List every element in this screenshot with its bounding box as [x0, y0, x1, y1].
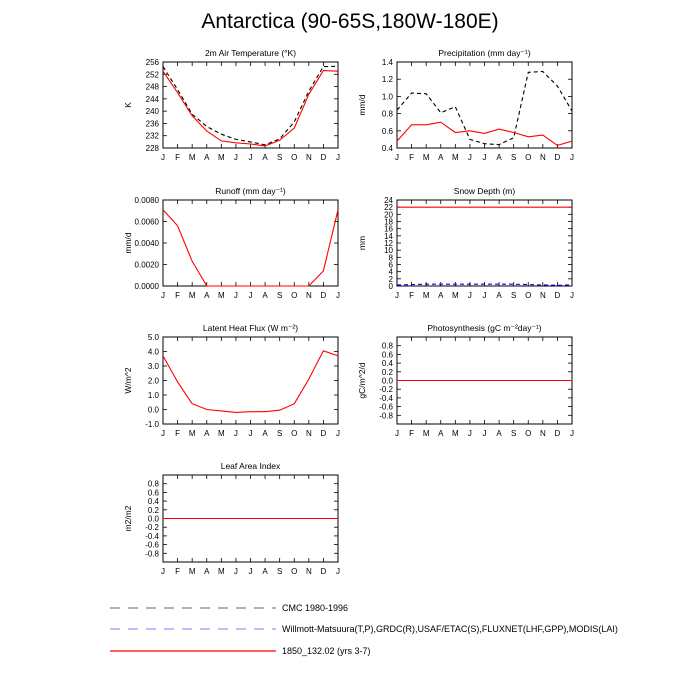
y-tick-label: 0.0020	[134, 260, 159, 270]
y-tick-label: 0.2	[147, 505, 159, 515]
x-tick-label: J	[395, 153, 399, 162]
y-tick-label: 0.4	[381, 359, 393, 369]
x-tick-label: N	[305, 429, 312, 438]
y-axis-label: m2/m2	[123, 505, 133, 532]
y-tick-label: -0.2	[379, 385, 393, 395]
x-tick-label: J	[336, 429, 340, 438]
x-tick-label: J	[395, 429, 399, 438]
panel-title: Precipitation (mm day⁻¹)	[438, 48, 531, 58]
x-tick-label: M	[422, 291, 430, 300]
panel-title: Snow Depth (m)	[453, 186, 516, 196]
y-tick-label: 0	[388, 282, 393, 291]
x-tick-label: D	[320, 153, 327, 162]
x-tick-label: N	[305, 291, 312, 300]
x-tick-label: A	[262, 567, 268, 576]
x-tick-label: N	[539, 153, 546, 162]
chart-panel-5	[123, 323, 340, 438]
y-tick-label: 1.0	[381, 92, 393, 102]
y-tick-label: 0.0	[381, 376, 393, 386]
x-tick-label: J	[248, 153, 253, 162]
y-tick-label: 10	[384, 246, 393, 256]
y-tick-label: 0.0060	[134, 217, 159, 227]
x-tick-label: S	[510, 153, 517, 162]
y-tick-label: 18	[384, 217, 393, 227]
y-tick-label: 16	[384, 224, 393, 234]
x-tick-label: O	[291, 291, 298, 300]
y-tick-label: 1.0	[147, 391, 159, 400]
chart-panel-4	[357, 186, 574, 300]
plot-frame	[397, 62, 572, 148]
x-tick-label: F	[409, 429, 415, 438]
plot-frame	[163, 200, 338, 286]
x-tick-label: A	[204, 291, 210, 300]
x-tick-label: A	[438, 429, 444, 438]
x-tick-label: M	[217, 567, 225, 576]
y-tick-label: 232	[145, 131, 159, 141]
x-tick-label: J	[161, 291, 165, 300]
y-tick-label: 256	[145, 58, 159, 67]
series-line-model	[163, 210, 338, 286]
y-tick-label: 4.0	[147, 347, 159, 357]
x-tick-label: O	[291, 567, 298, 576]
x-tick-label: S	[276, 567, 283, 576]
x-tick-label: N	[305, 153, 312, 162]
x-tick-label: M	[422, 429, 430, 438]
x-tick-label: D	[554, 153, 561, 162]
x-tick-label: J	[248, 567, 253, 576]
x-tick-label: S	[510, 429, 517, 438]
x-tick-label: J	[248, 291, 253, 300]
x-tick-label: N	[539, 291, 546, 300]
x-tick-label: A	[262, 153, 268, 162]
legend	[110, 603, 618, 656]
x-tick-label: J	[395, 291, 399, 300]
x-tick-label: J	[482, 429, 487, 438]
x-tick-label: O	[291, 153, 298, 162]
y-tick-label: 0.8	[381, 341, 393, 351]
x-tick-label: A	[262, 429, 268, 438]
x-tick-label: J	[482, 291, 487, 300]
legend-label: 1850_132.02 (yrs 3-7)	[282, 646, 371, 656]
x-tick-label: D	[554, 291, 561, 300]
y-tick-label: 0.4	[381, 144, 393, 153]
x-tick-label: J	[161, 567, 165, 576]
chart-panel-2	[357, 48, 574, 162]
y-tick-label: -0.8	[145, 549, 159, 559]
y-tick-label: 0.0080	[134, 196, 159, 205]
y-tick-label: -0.8	[379, 411, 393, 421]
y-tick-label: 4	[388, 267, 393, 277]
y-axis-label: gC/m^2/d	[357, 362, 367, 399]
x-tick-label: F	[175, 567, 181, 576]
chart-panel-7	[123, 461, 340, 576]
x-tick-label: M	[451, 429, 459, 438]
x-tick-label: J	[336, 291, 340, 300]
x-tick-label: J	[570, 153, 574, 162]
x-tick-label: F	[175, 291, 181, 300]
x-tick-label: M	[217, 429, 225, 438]
x-tick-label: N	[305, 567, 312, 576]
y-axis-label: mm/d	[123, 232, 133, 254]
y-tick-label: 0.0000	[134, 282, 159, 291]
y-tick-label: 252	[145, 70, 159, 80]
x-tick-label: A	[262, 291, 268, 300]
x-tick-label: M	[188, 429, 196, 438]
figure-title: Antarctica (90-65S,180W-180E)	[201, 10, 499, 33]
series-line-model	[163, 351, 338, 413]
y-tick-label: 22	[384, 203, 393, 213]
x-tick-label: M	[451, 291, 459, 300]
x-tick-label: D	[320, 567, 327, 576]
x-tick-label: F	[409, 291, 415, 300]
x-tick-label: D	[320, 429, 327, 438]
y-tick-label: 0.4	[147, 497, 159, 507]
series-line-dashed	[163, 66, 338, 145]
y-tick-label: 3.0	[147, 362, 159, 371]
y-tick-label: 240	[145, 107, 159, 117]
x-tick-label: A	[496, 291, 502, 300]
x-tick-label: S	[510, 291, 517, 300]
y-tick-label: 0.2	[381, 367, 393, 377]
x-tick-label: D	[554, 429, 561, 438]
y-tick-label: 1.4	[381, 58, 393, 67]
y-tick-label: 0.6	[381, 126, 393, 136]
plot-frame	[163, 337, 338, 424]
chart-panel-1	[123, 48, 340, 162]
y-tick-label: -0.6	[145, 540, 159, 550]
x-tick-label: J	[467, 429, 472, 438]
panel-title: Runoff (mm day⁻¹)	[215, 186, 286, 196]
x-tick-label: M	[188, 567, 196, 576]
y-tick-label: 0.6	[147, 488, 159, 498]
y-axis-label: mm/d	[357, 94, 367, 116]
x-tick-label: J	[336, 567, 340, 576]
x-tick-label: A	[204, 429, 210, 438]
x-tick-label: A	[204, 153, 210, 162]
y-tick-label: 14	[384, 231, 393, 241]
x-tick-label: M	[422, 153, 430, 162]
y-tick-label: -0.4	[145, 531, 159, 541]
y-tick-label: 244	[145, 94, 159, 104]
y-tick-label: -0.6	[379, 402, 393, 412]
y-tick-label: 0.0040	[134, 239, 159, 248]
y-tick-label: 2	[388, 274, 393, 284]
x-tick-label: J	[482, 153, 487, 162]
y-tick-label: 2.0	[147, 376, 159, 386]
y-axis-label: mm	[357, 235, 367, 251]
y-tick-label: 12	[384, 239, 393, 248]
x-tick-label: N	[539, 429, 546, 438]
x-tick-label: J	[233, 429, 238, 438]
chart-panel-3	[123, 186, 340, 300]
x-tick-label: A	[496, 429, 502, 438]
series-line-model	[397, 122, 572, 145]
y-tick-label: 1.2	[381, 75, 393, 85]
chart-panel-6	[357, 323, 574, 438]
y-tick-label: 248	[145, 82, 159, 92]
y-axis-label: K	[123, 102, 133, 108]
x-tick-label: J	[467, 153, 472, 162]
x-tick-label: J	[233, 567, 238, 576]
x-tick-label: S	[276, 429, 283, 438]
panel-title: Photosynthesis (gC m⁻²day⁻¹)	[427, 323, 542, 333]
y-tick-label: 8	[388, 253, 393, 263]
panel-title: 2m Air Temperature (°K)	[204, 48, 297, 58]
x-tick-label: S	[276, 291, 283, 300]
y-tick-label: 236	[145, 119, 159, 129]
x-tick-label: A	[204, 567, 210, 576]
panel-title: Leaf Area Index	[220, 461, 281, 471]
x-tick-label: J	[248, 429, 253, 438]
x-tick-label: J	[161, 429, 165, 438]
x-tick-label: O	[291, 429, 298, 438]
x-tick-label: M	[188, 291, 196, 300]
x-tick-label: J	[467, 291, 472, 300]
x-tick-label: M	[451, 153, 459, 162]
x-tick-label: J	[570, 429, 574, 438]
y-tick-label: 20	[384, 210, 393, 220]
y-tick-label: -0.2	[145, 523, 159, 533]
y-tick-label: 0.0	[147, 405, 159, 415]
y-tick-label: 6	[388, 260, 393, 270]
y-tick-label: 0.6	[381, 350, 393, 360]
x-tick-label: J	[233, 153, 238, 162]
x-tick-label: O	[525, 429, 532, 438]
x-tick-label: A	[438, 291, 444, 300]
y-axis-label: W/m^2	[123, 367, 133, 394]
x-tick-label: J	[233, 291, 238, 300]
y-tick-label: -1.0	[145, 420, 159, 429]
x-tick-label: F	[175, 153, 181, 162]
legend-label: CMC 1980-1996	[282, 603, 349, 613]
x-tick-label: M	[217, 291, 225, 300]
y-tick-label: 24	[384, 196, 393, 205]
x-tick-label: A	[438, 153, 444, 162]
x-tick-label: F	[409, 153, 415, 162]
x-tick-label: J	[336, 153, 340, 162]
y-tick-label: 0.8	[381, 109, 393, 119]
x-tick-label: A	[496, 153, 502, 162]
y-tick-label: -0.4	[379, 393, 393, 403]
x-tick-label: F	[175, 429, 181, 438]
legend-label: Willmott-Matsuura(T,P),GRDC(R),USAF/ETAC(S),FLUXNET(LHF,GPP),MODIS(LAI)	[282, 624, 618, 634]
y-tick-label: 0.8	[147, 479, 159, 489]
plot-frame	[397, 200, 572, 286]
x-tick-label: O	[525, 153, 532, 162]
x-tick-label: M	[188, 153, 196, 162]
y-tick-label: 5.0	[147, 333, 159, 342]
x-tick-label: J	[570, 291, 574, 300]
y-tick-label: 228	[145, 144, 159, 153]
plot-frame	[163, 62, 338, 148]
x-tick-label: J	[161, 153, 165, 162]
y-tick-label: 0.0	[147, 514, 159, 524]
x-tick-label: M	[217, 153, 225, 162]
x-tick-label: O	[525, 291, 532, 300]
panel-title: Latent Heat Flux (W m⁻²)	[202, 323, 299, 333]
x-tick-label: D	[320, 291, 327, 300]
x-tick-label: S	[276, 153, 283, 162]
